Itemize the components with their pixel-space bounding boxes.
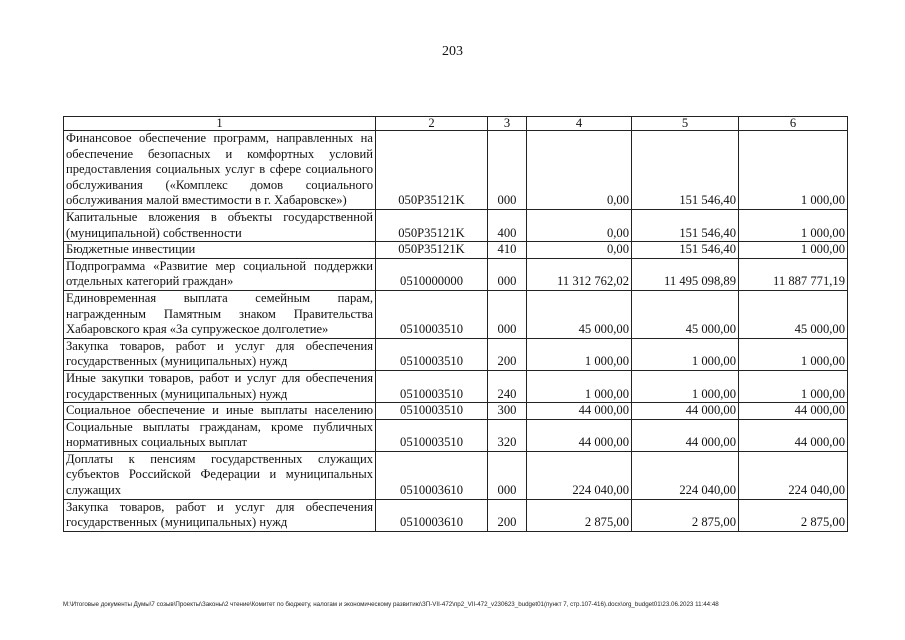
row-value-col4: 44 000,00 — [527, 403, 632, 420]
row-expense-type: 000 — [488, 290, 527, 338]
row-value-col4: 0,00 — [527, 242, 632, 259]
row-name: Социальные выплаты гражданам, кроме публичных нормативных социальных выплат — [64, 419, 376, 451]
table-row — [64, 419, 848, 451]
row-code: 0510003610 — [376, 451, 488, 499]
table-row — [64, 242, 848, 259]
row-expense-type: 320 — [488, 419, 527, 451]
table-row — [64, 451, 848, 499]
row-name: Единовременная выплата семейным парам, награжденным Памятным знаком Правительства Хабаровского края «За супружеское долголетие» — [64, 290, 376, 338]
row-value-col6: 1 000,00 — [739, 209, 848, 241]
row-value-col4: 0,00 — [527, 131, 632, 210]
row-value-col5: 224 040,00 — [632, 451, 739, 499]
column-header: 5 — [632, 117, 739, 131]
row-value-col5: 151 546,40 — [632, 131, 739, 210]
table-row — [64, 338, 848, 370]
row-name: Закупка товаров, работ и услуг для обеспечения государственных (муниципальных) нужд — [64, 499, 376, 531]
row-code: 050P35121K — [376, 131, 488, 210]
row-value-col4: 1 000,00 — [527, 338, 632, 370]
row-value-col6: 11 887 771,19 — [739, 258, 848, 290]
row-value-col6: 44 000,00 — [739, 403, 848, 420]
column-header: 6 — [739, 117, 848, 131]
row-expense-type: 200 — [488, 499, 527, 531]
table-header-row — [64, 117, 848, 131]
row-name: Подпрограмма «Развитие мер социальной поддержки отдельных категорий граждан» — [64, 258, 376, 290]
row-name: Социальное обеспечение и иные выплаты населению — [64, 403, 376, 420]
row-value-col5: 11 495 098,89 — [632, 258, 739, 290]
table-row — [64, 499, 848, 531]
row-name: Бюджетные инвестиции — [64, 242, 376, 259]
row-value-col5: 1 000,00 — [632, 338, 739, 370]
row-value-col6: 44 000,00 — [739, 419, 848, 451]
row-value-col5: 44 000,00 — [632, 403, 739, 420]
budget-table — [63, 116, 848, 532]
row-expense-type: 000 — [488, 258, 527, 290]
page-number: 203 — [442, 44, 463, 59]
row-name: Закупка товаров, работ и услуг для обеспечения государственных (муниципальных) нужд — [64, 338, 376, 370]
row-code: 0510003510 — [376, 290, 488, 338]
row-value-col6: 1 000,00 — [739, 131, 848, 210]
row-value-col4: 44 000,00 — [527, 419, 632, 451]
row-code: 050P35121K — [376, 242, 488, 259]
row-name: Доплаты к пенсиям государственных служащих субъектов Российской Федерации и муниципальных служащих — [64, 451, 376, 499]
row-value-col4: 45 000,00 — [527, 290, 632, 338]
row-value-col5: 1 000,00 — [632, 370, 739, 402]
table-row — [64, 403, 848, 420]
column-header: 1 — [64, 117, 376, 131]
row-value-col6: 1 000,00 — [739, 338, 848, 370]
row-value-col5: 151 546,40 — [632, 209, 739, 241]
row-expense-type: 300 — [488, 403, 527, 420]
table-row — [64, 209, 848, 241]
column-header: 2 — [376, 117, 488, 131]
table-row — [64, 131, 848, 210]
row-value-col6: 1 000,00 — [739, 242, 848, 259]
row-code: 0510003610 — [376, 499, 488, 531]
row-code: 0510003510 — [376, 370, 488, 402]
row-code: 0510003510 — [376, 419, 488, 451]
row-value-col5: 45 000,00 — [632, 290, 739, 338]
table-row — [64, 290, 848, 338]
row-expense-type: 000 — [488, 131, 527, 210]
row-value-col6: 45 000,00 — [739, 290, 848, 338]
table-row — [64, 370, 848, 402]
row-value-col4: 0,00 — [527, 209, 632, 241]
row-value-col4: 1 000,00 — [527, 370, 632, 402]
row-code: 0510000000 — [376, 258, 488, 290]
column-header: 4 — [527, 117, 632, 131]
row-value-col5: 2 875,00 — [632, 499, 739, 531]
row-value-col4: 2 875,00 — [527, 499, 632, 531]
row-name: Капитальные вложения в объекты государственной (муниципальной) собственности — [64, 209, 376, 241]
row-expense-type: 000 — [488, 451, 527, 499]
row-name: Финансовое обеспечение программ, направленных на обеспечение безопасных и комфортных условий предоставления социальных услуг в сфере социального обслуживания («Комплекс домов социального обслуживания малой вместимости в г. Хабаровске») — [64, 131, 376, 210]
row-value-col6: 224 040,00 — [739, 451, 848, 499]
row-expense-type: 240 — [488, 370, 527, 402]
row-code: 0510003510 — [376, 403, 488, 420]
row-code: 050P35121K — [376, 209, 488, 241]
row-value-col4: 224 040,00 — [527, 451, 632, 499]
document-path-footer: M:\Итоговые документы Думы\7 созыв\Проекты\Законы\2 чтение\Комитет по бюджету, налогам и экономическому развитию\ЗП-VII-472\пр2_VII-472_v230623_budget01(пункт 7, стр.107-416).docx\org_budget01\23.06.2023 11:44:48 — [63, 601, 719, 608]
row-expense-type: 200 — [488, 338, 527, 370]
row-value-col6: 1 000,00 — [739, 370, 848, 402]
row-value-col5: 151 546,40 — [632, 242, 739, 259]
row-value-col5: 44 000,00 — [632, 419, 739, 451]
row-name: Иные закупки товаров, работ и услуг для обеспечения государственных (муниципальных) нужд — [64, 370, 376, 402]
table-row — [64, 258, 848, 290]
column-header: 3 — [488, 117, 527, 131]
row-value-col6: 2 875,00 — [739, 499, 848, 531]
row-value-col4: 11 312 762,02 — [527, 258, 632, 290]
row-expense-type: 410 — [488, 242, 527, 259]
row-code: 0510003510 — [376, 338, 488, 370]
row-expense-type: 400 — [488, 209, 527, 241]
